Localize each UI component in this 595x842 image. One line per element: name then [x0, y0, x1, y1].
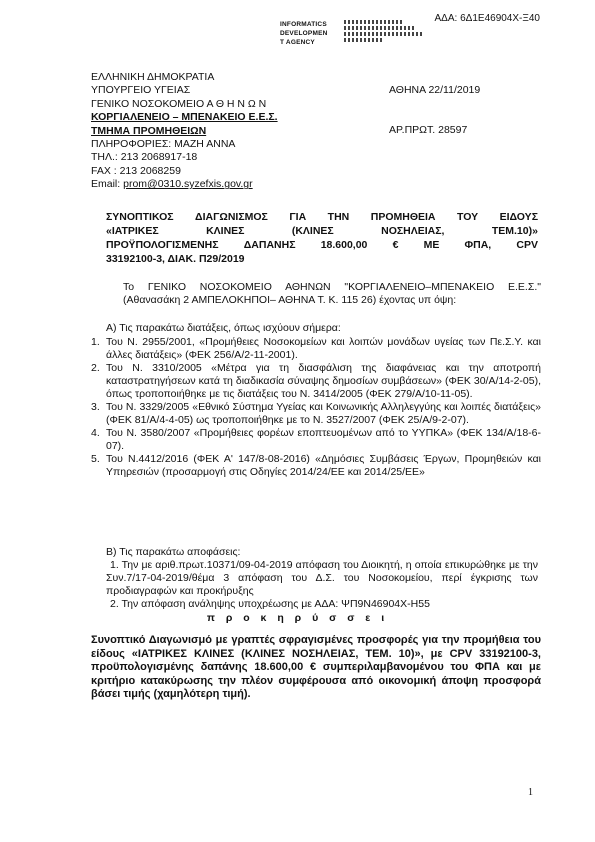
- laws-list: [91, 336, 541, 479]
- decisions-list: [106, 559, 538, 611]
- section-a-heading: Α) Τις παρακάτω διατάξεις, όπως ισχύουν σήμερα:: [106, 322, 341, 334]
- letterhead: [91, 71, 278, 192]
- title-line-4: 33192100-3, ΔΙΑΚ. Π29/2019: [106, 253, 245, 265]
- protocol-number: ΑΡ.ΠΡΩΤ. 28597: [389, 124, 468, 136]
- header-email-row: [91, 178, 278, 191]
- header-republic: ΕΛΛΗΝΙΚΗ ΔΗΜΟΚΡΑΤΙΑ: [91, 71, 215, 83]
- list-item: 4. Του Ν. 3580/2007 «Προμήθειες φορέων εποπτευομένων από το ΥΥΠΚΑ» (ΦΕΚ 134/Α/18-6-07).: [91, 427, 541, 452]
- header-info: ΠΛΗΡΟΦΟΡΙΕΣ: ΜΑΖΗ ΑΝΝΑ: [91, 138, 236, 151]
- logo-line-3: T AGENCY: [280, 39, 315, 46]
- email-label: Email:: [91, 178, 121, 191]
- summary-paragraph: Συνοπτικό Διαγωνισμό με γραπτές σφραγισμένες προσφορές για την προμήθεια του είδους «ΙΑΤΡΙΚΕΣ ΚΛΙΝΕΣ (ΚΛΙΝΕΣ ΝΟΣΗΛΕΙΑΣ, ΤΕΜ. 10)», με CPV 33192100-3, προϋπολογισμένης δαπάνης 18.600,00 € συμπεριλαμβανομένου του ΦΠΑ και με κριτήριο κατακύρωσης την πλέον συμφέρουσα από οικονομική άποψη προσφορά βάσει τιμής (χαμηλότερη τιμή).: [91, 634, 541, 701]
- proclaim-heading: π ρ ο κ η ρ ύ σ σ ε ι: [206, 612, 389, 624]
- logo-small-text-icon: [344, 20, 444, 44]
- decision-item: 2. Την απόφαση ανάληψης υποχρέωσης με ΑΔΑ: ΨΠ9Ν46904Χ-Η55: [110, 598, 430, 610]
- email-link[interactable]: prom@0310.syzefxis.gov.gr: [123, 178, 253, 191]
- header-hospital-name: ΚΟΡΓΙΑΛΕΝΕΙΟ – ΜΠΕΝΑΚΕΙΟ Ε.Ε.Σ.: [91, 111, 278, 124]
- title-line-3: ΠΡΟΫΠΟΛΟΓΙΣΜΕΝΗΣ ΔΑΠΑΝΗΣ 18.600,00 € ΜΕ ΦΠΑ, CPV: [106, 239, 538, 251]
- intro-paragraph: [91, 281, 541, 307]
- section-b-heading: Β) Τις παρακάτω αποφάσεις:: [106, 546, 241, 558]
- logo-line-2: DEVELOPMEN: [280, 30, 328, 37]
- header-department: ΤΜΗΜΑ ΠΡΟΜΗΘΕΙΩΝ: [91, 124, 207, 137]
- title-line-1: ΣΥΝΟΠΤΙΚΟΣ ΔΙΑΓΩΝΙΣΜΟΣ ΓΙΑ ΤΗΝ ΠΡΟΜΗΘΕΙΑ ΤΟΥ ΕΙΔΟΥΣ: [106, 211, 538, 223]
- list-item: 2. Του Ν. 3310/2005 «Μέτρα για τη διασφάλιση της διαφάνειας και την αποτροπή καταστρατηγήσεων κατά τη διαδικασία σύναψης δημοσίων συμβάσεων» (ΦΕΚ 30/Α/14-2-05), όπως τροποποιήθηκε με τις διατάξεις του Ν. 3414/2005 (ΦΕΚ 279/Α/10-11-05).: [91, 362, 541, 400]
- list-item: 3. Του Ν. 3329/2005 «Εθνικό Σύστημα Υγείας και Κοινωνικής Αλληλεγγύης και λοιπές διατάξεις» (ΦΕΚ 81/Α/4-4-05) ως τροποποιήθηκε με το Ν. 3527/2007 (ΦΕΚ 25/Α/9-2-07).: [91, 401, 541, 426]
- header-ministry: ΥΠΟΥΡΓΕΙΟ ΥΓΕΙΑΣ: [91, 84, 191, 97]
- intro-text: Το ΓΕΝΙΚΟ ΝΟΣΟΚΟΜΕΙΟ ΑΘΗΝΩΝ "ΚΟΡΓΙΑΛΕΝΕΙΟ–ΜΠΕΝΑΚΕΙΟ Ε.Ε.Σ." (Αθανασάκη 2 ΑΜΠΕΛΟΚΗΠΟΙ– ΑΘΗΝΑ Τ. Κ. 115 26) έχοντας υπ όψη:: [123, 281, 541, 306]
- header-phone: ΤΗΛ.: 213 2068917-18: [91, 151, 198, 164]
- decision-item: 1. Την με αριθ.πρωτ.10371/09-04-2019 απόφαση του Διοικητή, η οποία επικυρώθηκε με την Συν.7/17-04-2019/θέμα 3 απόφαση του Δ.Σ. του Νοσοκομείου, περί έγκρισης των προδιαγραφών και προκήρυξης: [106, 559, 538, 597]
- header-hospital: ΓΕΝΙΚΟ ΝΟΣΟΚΟΜΕΙΟ Α Θ Η Ν Ω Ν: [91, 97, 267, 110]
- list-item: 1. Του Ν. 2955/2001, «Προμήθειες Νοσοκομείων και λοιπών μονάδων υγείας των Πε.Σ.Υ. και άλλες διατάξεις» (ΦΕΚ 256/Α/2-11-2001).: [91, 336, 541, 361]
- list-item: 5. Του Ν.4412/2016 (ΦΕΚ Α' 147/8-08-2016) «Δημόσιες Συμβάσεις Έργων, Προμηθειών και Υπηρεσιών (προσαρμογή στις Οδηγίες 2014/24/ΕΕ και 2014/25/ΕΕ»: [91, 453, 541, 478]
- document-date: ΑΘΗΝΑ 22/11/2019: [389, 84, 481, 96]
- title-line-2: «ΙΑΤΡΙΚΕΣ ΚΛΙΝΕΣ (ΚΛΙΝΕΣ ΝΟΣΗΛΕΙΑΣ, ΤΕΜ.10)»: [106, 225, 538, 237]
- document-title: [106, 210, 538, 266]
- logo-line-1: INFORMATICS: [280, 21, 327, 28]
- ada-code: ΑΔΑ: 6Δ1Ε46904Χ-Ξ40: [434, 13, 540, 24]
- page-number: 1: [528, 787, 533, 798]
- header-fax: FAX : 213 2068259: [91, 164, 181, 177]
- informatics-agency-logo: [280, 20, 440, 48]
